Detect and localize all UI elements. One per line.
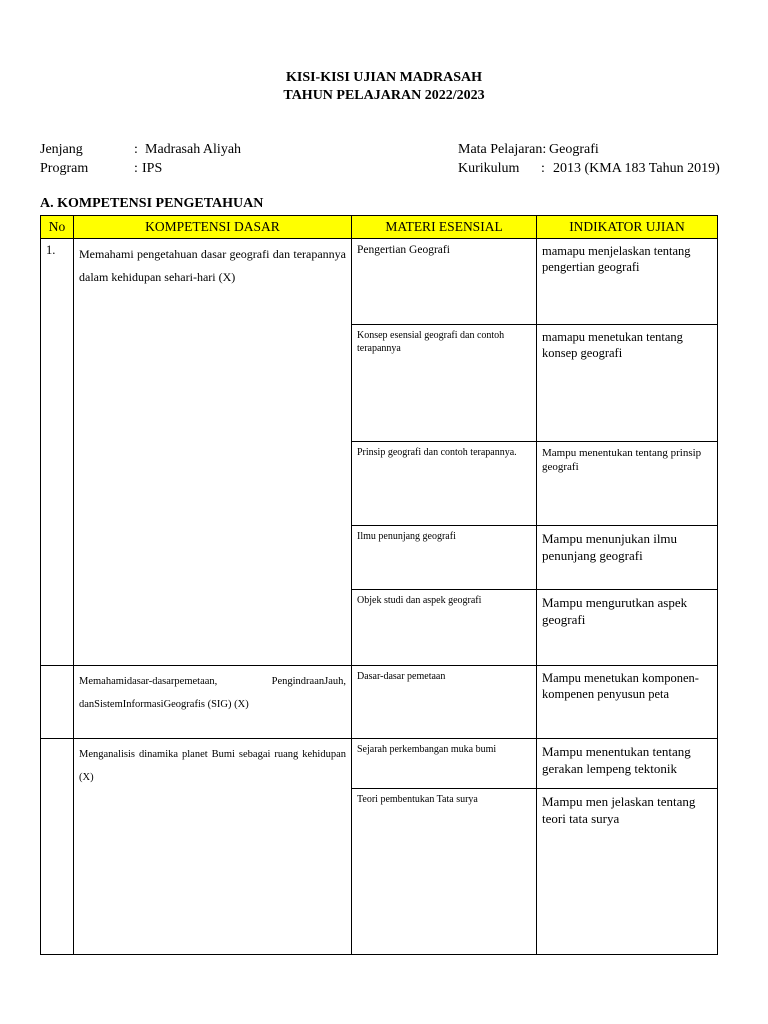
row-number [41, 739, 74, 955]
kurikulum-label: Kurikulum [458, 161, 520, 176]
indikator-cell: mamapu menjelaskan tentang pengertian geografi [537, 239, 718, 325]
indikator-cell: Mampu menetukan komponen-kompenen penyusun peta [537, 666, 718, 739]
jenjang-value: Madrasah Aliyah [145, 142, 242, 157]
materi-cell: Ilmu penunjang geografi [352, 526, 537, 590]
jenjang-separator: : [134, 142, 138, 157]
materi-cell: Konsep esensial geografi dan contoh terapannya [352, 325, 537, 442]
table-row [41, 239, 718, 325]
materi-cell: Pengertian Geografi [352, 239, 537, 325]
document-subtitle: TAHUN PELAJARAN 2022/2023 [283, 88, 485, 103]
mapel-value: Geografi [549, 142, 599, 157]
table-row [41, 666, 718, 739]
jenjang-label: Jenjang [40, 142, 83, 157]
indikator-cell: Mampu menentukan tentang prinsip geografi [537, 442, 718, 526]
indikator-cell: Mampu men jelaskan tentang teori tata surya [537, 789, 718, 955]
header-kompetensi-dasar: KOMPETENSI DASAR [74, 216, 352, 239]
materi-cell: Prinsip geografi dan contoh terapannya. [352, 442, 537, 526]
kurikulum-value: 2013 (KMA 183 Tahun 2019) [553, 161, 720, 176]
program-value: IPS [142, 161, 163, 176]
table-header-row [41, 216, 718, 239]
program-label: Program [40, 161, 89, 176]
indikator-cell: Mampu mengurutkan aspek geografi [537, 590, 718, 666]
indikator-cell: Mampu menunjukan ilmu penunjang geografi [537, 526, 718, 590]
kompetensi-dasar-cell: Menganalisis dinamika planet Bumi sebagai ruang kehidupan (X) [74, 739, 352, 955]
program-separator: : [134, 161, 138, 176]
kompetensi-dasar-cell: Memahami pengetahuan dasar geografi dan terapannya dalam kehidupan sehari-hari (X) [74, 239, 352, 666]
materi-cell: Dasar-dasar pemetaan [352, 666, 537, 739]
materi-cell: Objek studi dan aspek geografi [352, 590, 537, 666]
table-row [41, 739, 718, 789]
kurikulum-separator: : [541, 161, 545, 176]
mapel-label: Mata Pelajaran: [458, 142, 547, 157]
header-indikator-ujian: INDIKATOR UJIAN [537, 216, 718, 239]
kisi-kisi-table [40, 215, 718, 955]
row-number [41, 666, 74, 739]
materi-cell: Teori pembentukan Tata surya [352, 789, 537, 955]
document-title: KISI-KISI UJIAN MADRASAH [285, 70, 483, 85]
kompetensi-dasar-cell: Memahamidasar-dasarpemetaan, PengindraanJauh, danSistemInformasiGeografis (SIG) (X) [74, 666, 352, 739]
indikator-cell: Mampu menentukan tentang gerakan lempeng tektonik [537, 739, 718, 789]
header-materi-esensial: MATERI ESENSIAL [352, 216, 537, 239]
row-number: 1. [41, 239, 74, 666]
header-no: No [41, 216, 74, 239]
materi-cell: Sejarah perkembangan muka bumi [352, 739, 537, 789]
section-title: A. KOMPETENSI PENGETAHUAN [40, 196, 264, 211]
indikator-cell: mamapu menetukan tentang konsep geografi [537, 325, 718, 442]
